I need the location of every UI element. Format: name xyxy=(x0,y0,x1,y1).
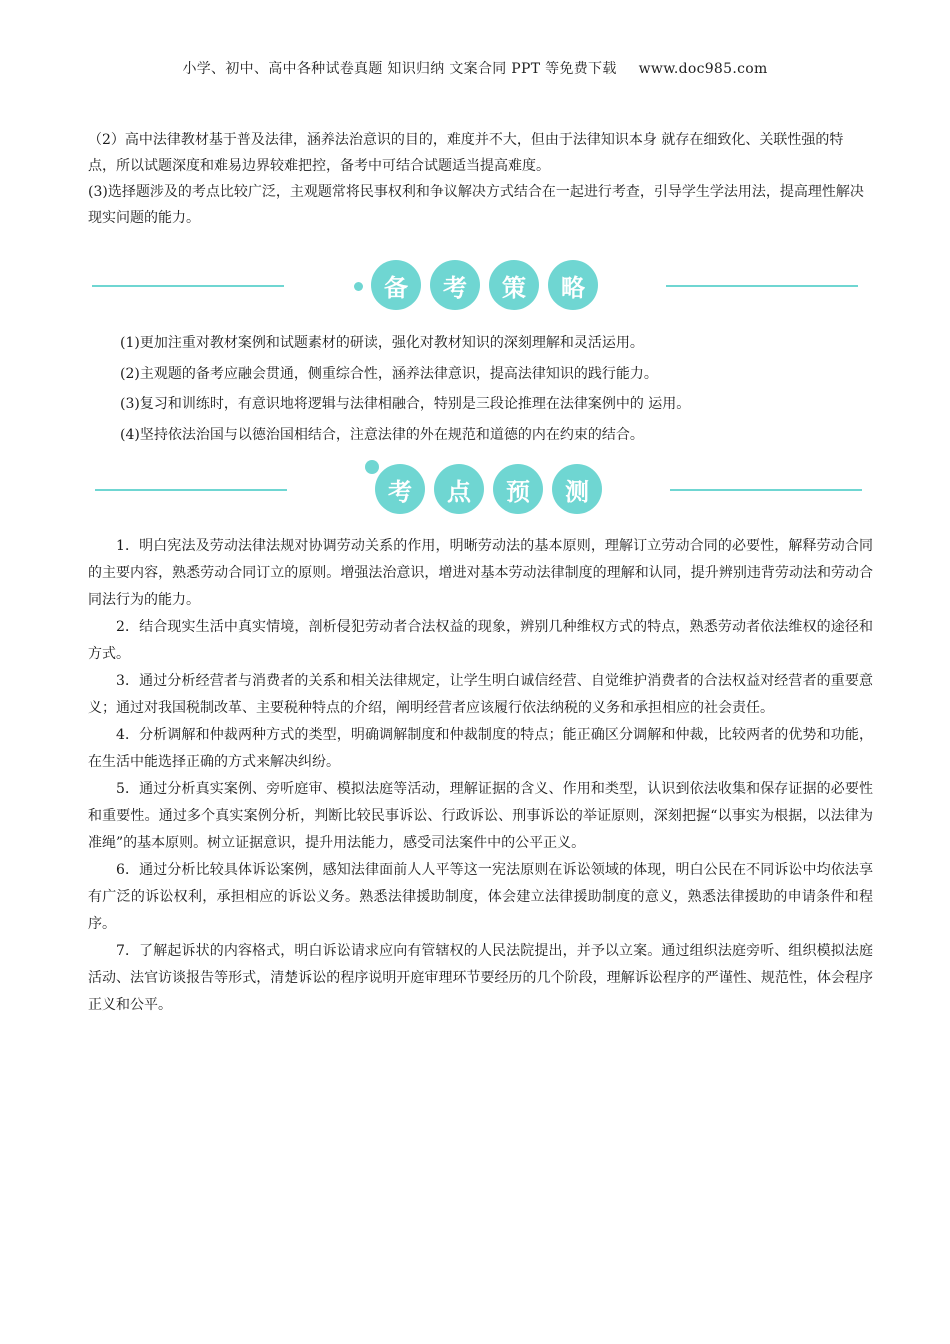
strategy-item: (3)复习和训练时，有意识地将逻辑与法律相融合，特别是三段论推理在法律案例中的 运用。 xyxy=(120,396,691,412)
banner-char: 考 xyxy=(430,260,480,310)
intro-paragraph: （2）高中法律教材基于普及法律，涵养法治意识的目的，难度并不大，但由于法律知识本身 就存在细致化、关联性强的特点，所以试题深度和难易边界较难把控，备考中可结合试题适当提高难度。 xyxy=(88,132,844,174)
banner-char: 考 xyxy=(375,464,425,514)
divider-line-right xyxy=(670,489,862,491)
page-header xyxy=(0,58,950,78)
prediction-item: 6．通过分析比较具体诉讼案例，感知法律面前人人平等这一宪法原则在诉讼领域的体现，明白公民在不同诉讼中均依法享有广泛的诉讼权利，承担相应的诉讼义务。熟悉法律援助制度，体会建立法律援助制度的意义，熟悉法律援助的申请条件和程序。 xyxy=(88,862,873,932)
header-text: 小学、初中、高中各种试卷真题 知识归纳 文案合同 PPT 等免费下载 xyxy=(182,61,617,77)
strategy-item: (1)更加注重对教材案例和试题素材的研读，强化对教材知识的深刻理解和灵活运用。 xyxy=(120,335,644,351)
banner-char: 点 xyxy=(434,464,484,514)
banner-char: 策 xyxy=(489,260,539,310)
divider-line-right xyxy=(666,285,858,287)
prediction-item: 2．结合现实生活中真实情境，剖析侵犯劳动者合法权益的现象，辨别几种维权方式的特点，熟悉劳动者依法维权的途径和方式。 xyxy=(88,619,873,662)
section-banner-predict xyxy=(0,460,950,520)
strategy-item: (2)主观题的备考应融会贯通，侧重综合性，涵养法律意识，提高法律知识的践行能力。 xyxy=(120,365,658,382)
banner-title xyxy=(375,464,602,514)
section-banner-strategy xyxy=(0,256,950,316)
divider-line-left xyxy=(92,285,284,287)
strategy-list xyxy=(120,328,880,450)
banner-char: 备 xyxy=(371,260,421,310)
header-url[interactable]: www.doc985.com xyxy=(638,61,768,77)
intro-paragraph: (3)选择题涉及的考点比较广泛，主观题常将民事权利和争议解决方式结合在一起进行考查，引导学生学法用法，提高理性解决现实问题的能力。 xyxy=(88,184,864,226)
banner-char: 预 xyxy=(493,464,543,514)
prediction-list xyxy=(88,533,873,1019)
banner-dot-icon xyxy=(354,282,363,291)
banner-char: 测 xyxy=(552,464,602,514)
prediction-item: 3．通过分析经营者与消费者的关系和相关法律规定，让学生明白诚信经营、自觉维护消费者的合法权益对经营者的重要意义；通过对我国税制改革、主要税种特点的介绍，阐明经营者应该履行依法纳税的义务和承担相应的社会责任。 xyxy=(88,673,873,716)
prediction-item: 4．分析调解和仲裁两种方式的类型，明确调解制度和仲裁制度的特点；能正确区分调解和仲裁，比较两者的优势和功能，在生活中能选择正确的方式来解决纠纷。 xyxy=(88,727,873,770)
strategy-item: (4)坚持依法治国与以德治国相结合，注意法律的外在规范和道德的内在约束的结合。 xyxy=(120,426,644,443)
prediction-item: 7．了解起诉状的内容格式，明白诉讼请求应向有管辖权的人民法院提出，并予以立案。通过组织法庭旁听、组织模拟法庭活动、法官访谈报告等形式，清楚诉讼的程序说明开庭审理环节要经历的几个阶段，理解诉讼程序的严谨性、规范性，体会程序正义和公平。 xyxy=(88,943,873,1013)
prediction-item: 5．通过分析真实案例、旁听庭审、模拟法庭等活动，理解证据的含义、作用和类型，认识到依法收集和保存证据的必要性和重要性。通过多个真实案例分析，判断比较民事诉讼、行政诉讼、刑事诉讼的举证原则，深刻把握“以事实为根据，以法律为准绳”的基本原则。树立证据意识，提升用法能力，感受司法案件中的公平正义。 xyxy=(88,781,873,851)
banner-char: 略 xyxy=(548,260,598,310)
intro-section xyxy=(88,127,868,231)
prediction-item: 1．明白宪法及劳动法律法规对协调劳动关系的作用，明晰劳动法的基本原则，理解订立劳动合同的必要性，解释劳动合同的主要内容，熟悉劳动合同订立的原则。增强法治意识，增进对基本劳动法律制度的理解和认同，提升辨别违背劳动法和劳动合同法行为的能力。 xyxy=(88,538,873,608)
banner-title xyxy=(371,260,598,310)
divider-line-left xyxy=(95,489,287,491)
